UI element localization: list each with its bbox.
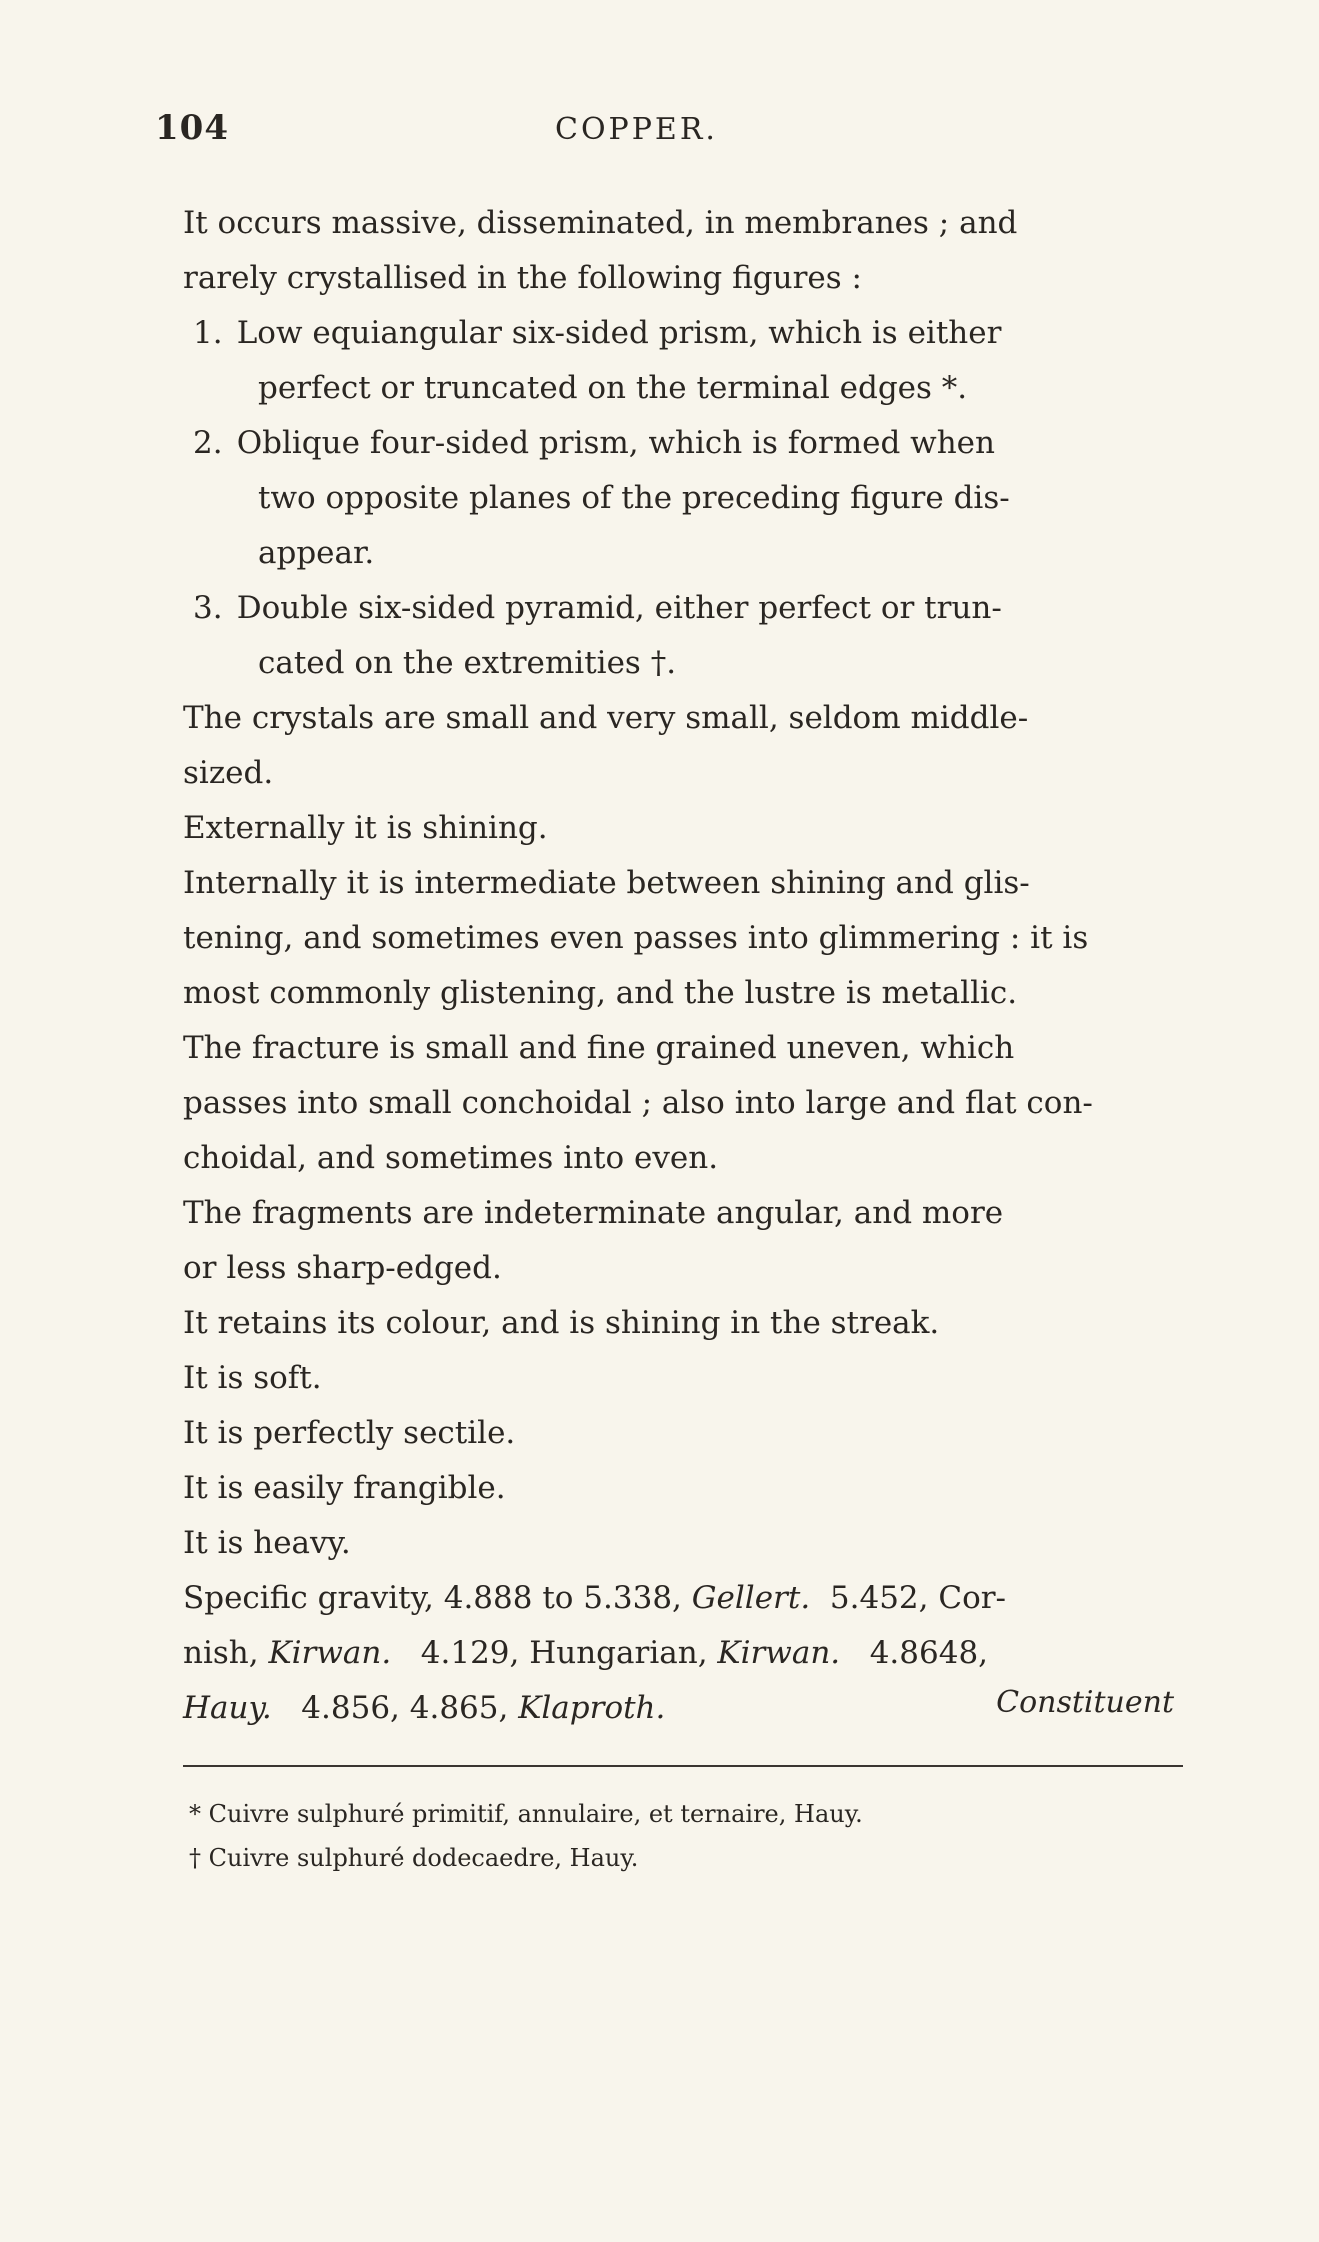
text-line: Internally it is intermediate between shining and glis- <box>183 865 1030 901</box>
text-line: passes into small conchoidal ; also into large and flat con- <box>183 1085 1093 1121</box>
list-number: 1. <box>193 315 223 351</box>
list-item-2 <box>183 416 1183 471</box>
text-run: 5.452, Cor- <box>810 1580 1007 1616</box>
text-line: It retains its colour, and is shining in the streak. <box>183 1305 940 1341</box>
page-header <box>155 108 1215 158</box>
citation: Gellert. <box>691 1580 811 1616</box>
text-line: The fracture is small and fine grained uneven, which <box>183 1030 1015 1066</box>
running-head: COPPER. <box>555 112 718 147</box>
text-line: It occurs massive, disseminated, in membranes ; and <box>183 205 1018 241</box>
text-line: appear. <box>258 535 375 571</box>
text-line: tening, and sometimes even passes into glimmering : it is <box>183 920 1089 956</box>
text-run: Specific gravity, 4.888 to 5.338, <box>183 1580 692 1616</box>
text-line: It is perfectly sectile. <box>183 1415 516 1451</box>
text-line: The fragments are indeterminate angular, and more <box>183 1195 1004 1231</box>
text-line: most commonly glistening, and the lustre is metallic. <box>183 975 1018 1011</box>
citation: Klaproth. <box>518 1690 666 1726</box>
list-text: Double six-sided pyramid, either perfect or trun- <box>236 590 1002 626</box>
text-line: choidal, and sometimes into even. <box>183 1140 719 1176</box>
text-line: two opposite planes of the preceding figure dis- <box>258 480 1010 516</box>
specific-gravity-line-1 <box>183 1571 1183 1626</box>
citation: Kirwan. <box>717 1635 841 1671</box>
text-line: sized. <box>183 755 274 791</box>
text-run: 4.129, Hungarian, <box>391 1635 718 1671</box>
catchword: Constituent <box>996 1685 1174 1720</box>
list-item-3 <box>183 581 1183 636</box>
text-run: 4.8648, <box>840 1635 989 1671</box>
footnote-2: † Cuivre sulphuré dodecaedre, Hauy. <box>189 1844 639 1872</box>
text-run: 4.856, 4.865, <box>271 1690 519 1726</box>
text-line: The crystals are small and very small, seldom middle- <box>183 700 1029 736</box>
text-line: cated on the extremities †. <box>258 645 677 681</box>
list-text: Oblique four-sided prism, which is formed when <box>236 425 995 461</box>
list-number: 2. <box>193 425 223 461</box>
text-line: perfect or truncated on the terminal edges *. <box>258 370 968 406</box>
footnotes <box>183 1792 1183 1880</box>
text-line: or less sharp-edged. <box>183 1250 502 1286</box>
page-number: 104 <box>155 108 229 148</box>
text-line: rarely crystallised in the following figures : <box>183 260 862 296</box>
text-line: Externally it is shining. <box>183 810 548 846</box>
text-line: It is easily frangible. <box>183 1470 506 1506</box>
citation: Hauy. <box>183 1690 272 1726</box>
list-text: Low equiangular six-sided prism, which is either <box>236 315 1002 351</box>
text-line: It is heavy. <box>183 1525 351 1561</box>
footnote-1: * Cuivre sulphuré primitif, annulaire, et ternaire, Hauy. <box>189 1800 863 1828</box>
text-run: nish, <box>183 1635 269 1671</box>
citation: Kirwan. <box>268 1635 392 1671</box>
body-text <box>183 196 1183 1736</box>
specific-gravity-line-2 <box>183 1626 1183 1681</box>
list-item-1 <box>183 306 1183 361</box>
text-line: It is soft. <box>183 1360 322 1396</box>
list-number: 3. <box>193 590 223 626</box>
footnote-rule <box>183 1765 1183 1767</box>
